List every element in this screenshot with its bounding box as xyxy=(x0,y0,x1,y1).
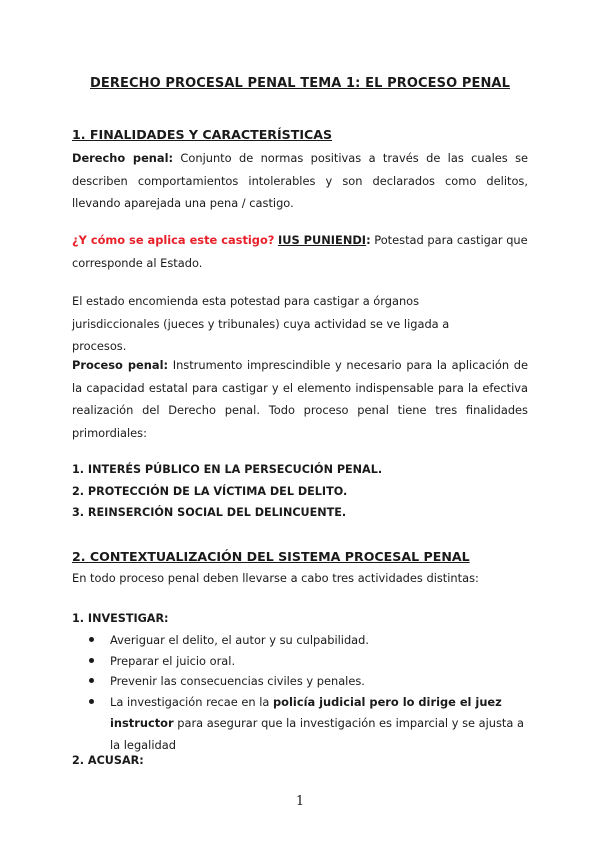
list-item xyxy=(72,692,532,757)
investigar-heading: 1. INVESTIGAR: xyxy=(72,612,169,625)
derecho-penal-text: Conjunto de normas positivas a través de las cuales se describen comportamientos intolerables y son declarados como delitos, llevando aparejada una pena / castigo. xyxy=(72,151,529,210)
derecho-penal-paragraph xyxy=(72,147,528,215)
investigacion-post: para asegurar que la investigación es imparcial y se ajusta a la legalidad xyxy=(110,716,524,752)
bullet-icon xyxy=(89,637,94,642)
bullet-icon xyxy=(89,658,94,663)
ius-puniendi-text: Potestad para castigar que corresponde al Estado. xyxy=(72,233,528,270)
proceso-penal-text: Instrumento imprescindible y necesario para la aplicación de la capacidad estatal para castigar y el elemento indispensable para la efectiva realización del Derecho penal. Todo proceso penal tiene tres finalidades primordiales: xyxy=(72,358,528,440)
page-number: 1 xyxy=(295,794,305,809)
bullet-icon xyxy=(89,678,94,683)
estado-paragraph: El estado encomienda esta potestad para castigar a órganos jurisdiccionales (jueces y tribunales) cuya actividad se ve ligada a procesos. xyxy=(72,294,450,353)
section-2-heading: 2. CONTEXTUALIZACIÓN DEL SISTEMA PROCESAL PENAL xyxy=(72,549,470,564)
question-text: ¿Y cómo se aplica este castigo? xyxy=(72,233,275,247)
document-title: DERECHO PROCESAL PENAL TEMA 1: EL PROCESO PENAL xyxy=(90,76,510,91)
investigar-list xyxy=(72,630,532,756)
section-1-heading: 1. FINALIDADES Y CARACTERÍSTICAS xyxy=(72,127,333,142)
list-item: Prevenir las consecuencias civiles y penales. xyxy=(72,671,532,692)
investigacion-bold: policía judicial pero lo dirige el juez instructor xyxy=(110,694,502,730)
investigacion-pre: La investigación recae en la xyxy=(110,694,274,709)
finalidad-3: 3. REINSERCIÓN SOCIAL DEL DELINCUENTE. xyxy=(72,506,347,519)
acusar-heading: 2. ACUSAR: xyxy=(72,754,144,767)
list-item: Preparar el juicio oral. xyxy=(72,651,532,672)
finalidad-1: 1. INTERÉS PÚBLICO EN LA PERSECUCIÓN PENAL. xyxy=(72,463,383,476)
proceso-penal-paragraph xyxy=(72,354,528,444)
bullet-icon xyxy=(89,699,94,704)
ius-puniendi-label: IUS PUNIENDI xyxy=(278,233,367,247)
section-2-intro: En todo proceso penal deben llevarse a cabo tres actividades distintas: xyxy=(72,571,479,585)
ius-puniendi-paragraph xyxy=(72,229,528,274)
list-item: Averiguar el delito, el autor y su culpabilidad. xyxy=(72,630,532,651)
proceso-penal-label: Proceso penal: xyxy=(72,358,169,372)
derecho-penal-label: Derecho penal: xyxy=(72,151,174,165)
finalidad-2: 2. PROTECCIÓN DE LA VÍCTIMA DEL DELITO. xyxy=(72,485,348,498)
ius-colon: : xyxy=(366,233,371,247)
